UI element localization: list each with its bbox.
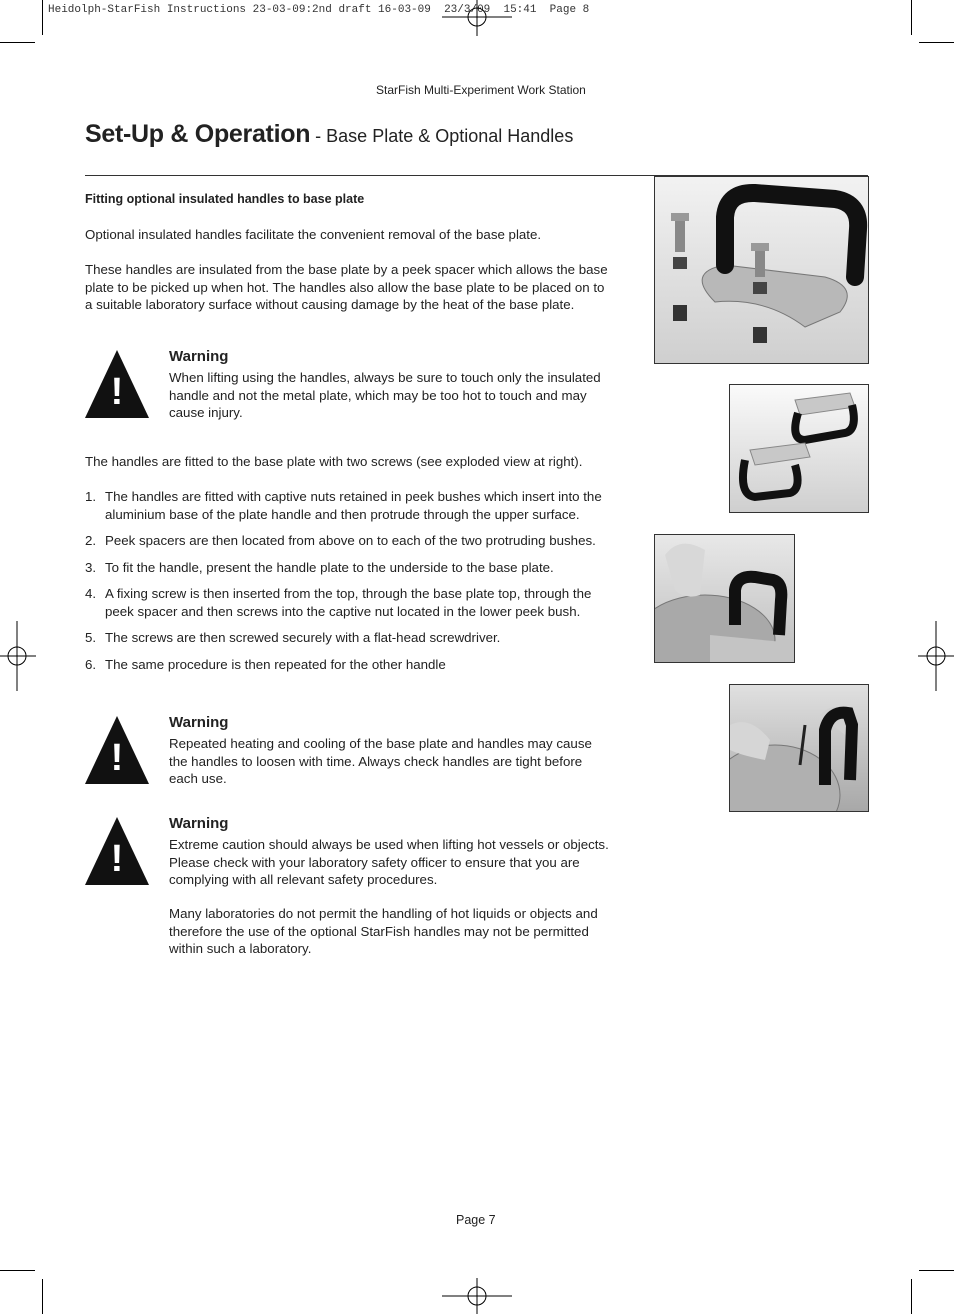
step-text: The screws are then screwed securely with a flat-head screwdriver. bbox=[105, 630, 501, 645]
crop-mark bbox=[911, 0, 912, 35]
screwing-handle-image bbox=[729, 684, 869, 812]
step-text: A fixing screw is then inserted from the top, through the base plate top, through the peek spacer and then screws into the captive nut located in the lower peek bush. bbox=[105, 586, 592, 619]
registration-mark-top bbox=[442, 0, 512, 36]
paragraph-screws: The handles are fitted to the base plate with two screws (see exploded view at right). bbox=[85, 454, 583, 469]
section-subheading: Fitting optional insulated handles to base plate bbox=[85, 192, 365, 206]
warning-body-note: Many laboratories do not permit the handling of hot liquids or objects and therefore the use of the optional StarFish handles may not be permitted within such a laboratory. bbox=[169, 906, 598, 956]
warning-body: When lifting using the handles, always be sure to touch only the insulated handle and not the metal plate, which may be too hot to touch and may cause injury. bbox=[169, 370, 601, 420]
crop-mark bbox=[0, 1270, 35, 1271]
printer-slug: Heidolph-StarFish Instructions 23-03-09:2nd draft 16-03-09 23/3/09 15:41 Page 8 bbox=[48, 4, 590, 16]
crop-mark bbox=[911, 1279, 912, 1314]
paragraph-insulation: These handles are insulated from the base plate by a peek spacer which allows the base plate to be picked up when hot. The handles also allow the base plate to be placed on to a suitable laboratory surface without causing damage by the heat of the base plate. bbox=[85, 262, 608, 312]
step-text: The same procedure is then repeated for the other handle bbox=[105, 656, 446, 672]
registration-mark-right bbox=[918, 621, 954, 691]
page-number: Page 7 bbox=[456, 1213, 496, 1227]
paragraph-intro: Optional insulated handles facilitate the convenient removal of the base plate. bbox=[85, 227, 542, 242]
warning-symbol: ! bbox=[110, 737, 124, 779]
step-text: The handles are fitted with captive nuts retained in peek bushes which insert into the aluminium base of the plate handle and then protrude through the upper surface. bbox=[105, 489, 602, 522]
warning-body: Repeated heating and cooling of the base plate and handles may cause the handles to loosen with time. Always check handles are tight before each use. bbox=[169, 736, 592, 786]
crop-mark bbox=[42, 1279, 43, 1314]
handles-pair-image bbox=[729, 384, 869, 513]
step-number: 4. bbox=[85, 586, 97, 601]
list-item bbox=[85, 532, 610, 550]
list-item bbox=[85, 585, 610, 620]
warning-title: Warning bbox=[169, 714, 229, 731]
step-number: 1. bbox=[85, 489, 97, 504]
crop-mark bbox=[919, 1270, 954, 1271]
crop-mark bbox=[42, 0, 43, 35]
warning-body: Extreme caution should always be used when lifting hot vessels or objects. Please check with your laboratory safety officer to ensure that you are complying with all relevant safety procedures. bbox=[169, 837, 609, 887]
warning-title: Warning bbox=[169, 815, 229, 832]
fitting-handle-image bbox=[654, 534, 795, 663]
registration-mark-bottom bbox=[442, 1278, 512, 1314]
step-number: 3. bbox=[85, 559, 97, 575]
crop-mark bbox=[0, 42, 35, 43]
title-sub: - Base Plate & Optional Handles bbox=[310, 126, 574, 146]
list-item bbox=[85, 559, 610, 577]
procedure-list bbox=[85, 488, 610, 682]
step-text: Peek spacers are then located from above on to each of the two protruding bushes. bbox=[105, 533, 596, 548]
step-number: 2. bbox=[85, 533, 97, 548]
warning-symbol: ! bbox=[110, 838, 124, 880]
step-number: 6. bbox=[85, 656, 97, 672]
exploded-handle-image bbox=[654, 176, 869, 364]
list-item bbox=[85, 656, 610, 674]
step-text: To fit the handle, present the handle plate to the underside to the base plate. bbox=[105, 559, 554, 575]
registration-mark-left bbox=[0, 621, 36, 691]
warning-symbol: ! bbox=[110, 371, 124, 413]
warning-title: Warning bbox=[169, 348, 229, 365]
title-main: Set-Up & Operation bbox=[85, 120, 311, 148]
crop-mark bbox=[919, 42, 954, 43]
step-number: 5. bbox=[85, 630, 97, 645]
list-item bbox=[85, 488, 610, 523]
list-item bbox=[85, 629, 610, 647]
running-header: StarFish Multi-Experiment Work Station bbox=[376, 83, 586, 97]
page-title bbox=[85, 120, 573, 149]
